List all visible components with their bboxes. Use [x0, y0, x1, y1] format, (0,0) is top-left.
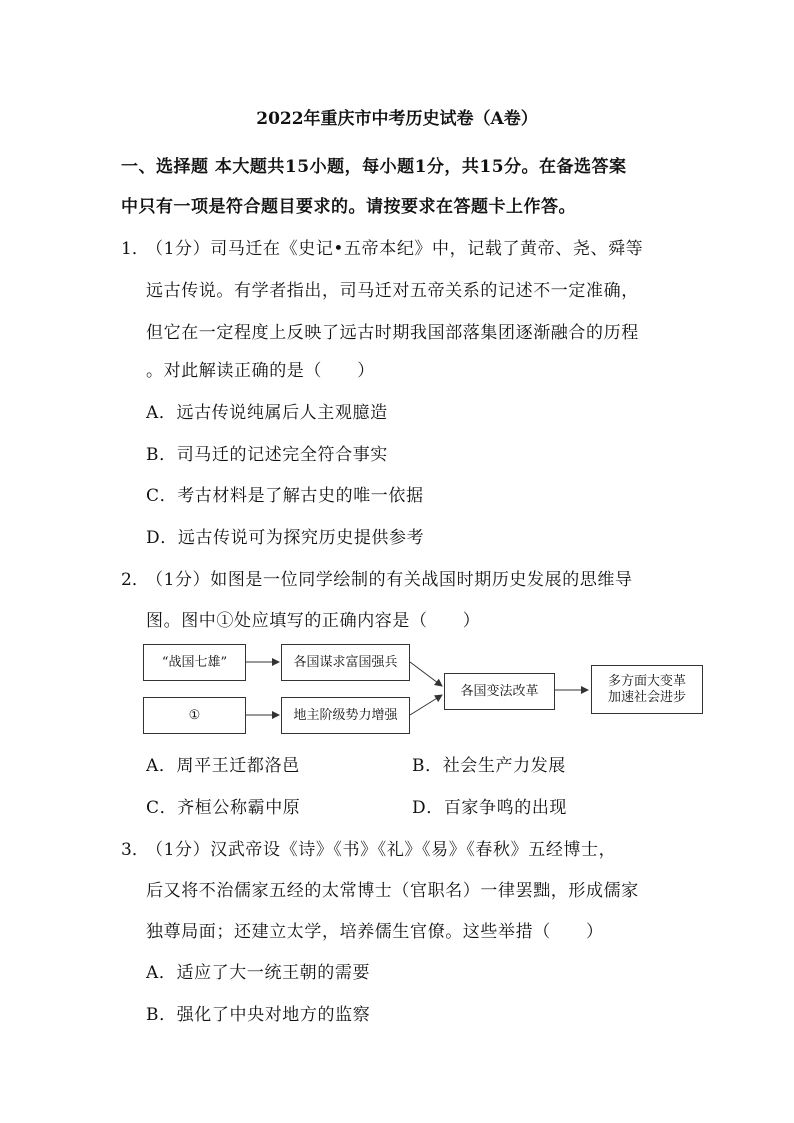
q1-stem-line-1: （1分）司马迁在《史记•五帝本纪》中，记载了黄帝、尧、舜等 [146, 239, 644, 259]
diagram-box-reforms-text: 各国变法改革 [460, 683, 539, 699]
diagram-box-landlord-power-text: 地主阶级势力增强 [293, 707, 398, 723]
q1-number: 1． [121, 239, 149, 259]
q3-number: 3． [121, 840, 149, 860]
q1-option-b: B．司马迁的记述完全符合事实 [146, 445, 388, 465]
q3-stem-line-1: （1分）汉武帝设《诗》《书》《礼》《易》《春秋》五经博士， [146, 840, 617, 860]
diagram-box-landlord-power [281, 697, 410, 734]
q2-option-c: C．齐桓公称霸中原 [146, 798, 301, 818]
q3-stem-line-3: 独尊局面；还建立太学，培养儒生官僚。这些举措（ ） [146, 922, 604, 942]
diagram-box-seven-states [143, 644, 246, 681]
q3-stem-line-2: 后又将不治儒家五经的太常博士（官职名）一律罢黜，形成儒家 [146, 881, 639, 901]
q2-stem-line-2: 图。图中①处应填写的正确内容是（ ） [146, 611, 481, 631]
diagram-box-social-progress [591, 665, 703, 714]
q2-option-a: A．周平王迁都洛邑 [146, 756, 300, 776]
diagram-box-social-progress-line-1: 多方面大变革 [607, 673, 686, 689]
q2-stem-line-1: （1分）如图是一位同学绘制的有关战国时期历史发展的思维导 [146, 570, 633, 590]
q1-option-d: D．远古传说可为探究历史提供参考 [146, 528, 425, 548]
diagram-box-blank-1 [143, 697, 246, 734]
q3-option-b: B．强化了中央对地方的监察 [146, 1005, 371, 1025]
arrow-box4-to-box5 [410, 695, 442, 715]
mind-map-diagram [140, 636, 710, 746]
diagram-box-seek-strength-text: 各国谋求富国强兵 [293, 654, 398, 670]
q1-stem-line-4: 。对此解读正确的是（ ） [146, 361, 375, 381]
q1-option-c: C．考古材料是了解古史的唯一依据 [146, 486, 424, 506]
section-header-line-2: 中只有一项是符合题目要求的。请按要求在答题卡上作答。 [121, 197, 576, 217]
q1-option-a: A．远古传说纯属后人主观臆造 [146, 403, 388, 423]
section-header-line-1: 一、选择题 本大题共15小题，每小题1分，共15分。在备选答案 [121, 157, 627, 177]
diagram-box-reforms [444, 673, 555, 710]
q2-option-b: B．社会生产力发展 [412, 756, 566, 776]
diagram-box-seek-strength [281, 644, 410, 681]
arrow-box3-to-box5 [410, 662, 442, 686]
q1-stem-line-3: 但它在一定程度上反映了远古时期我国部落集团逐渐融合的历程 [146, 323, 639, 343]
q3-option-a: A．适应了大一统王朝的需要 [146, 963, 371, 983]
page-title: 2022年重庆市中考历史试卷（A卷） [256, 109, 538, 129]
q2-option-d: D．百家争鸣的出现 [412, 798, 568, 818]
q2-number: 2． [121, 570, 149, 590]
diagram-box-social-progress-line-2: 加速社会进步 [607, 689, 686, 705]
diagram-box-blank-1-text: ① [188, 707, 201, 723]
diagram-box-seven-states-text: “战国七雄” [161, 654, 228, 670]
q1-stem-line-2: 远古传说。有学者指出，司马迁对五帝关系的记述不一定准确， [146, 281, 639, 301]
